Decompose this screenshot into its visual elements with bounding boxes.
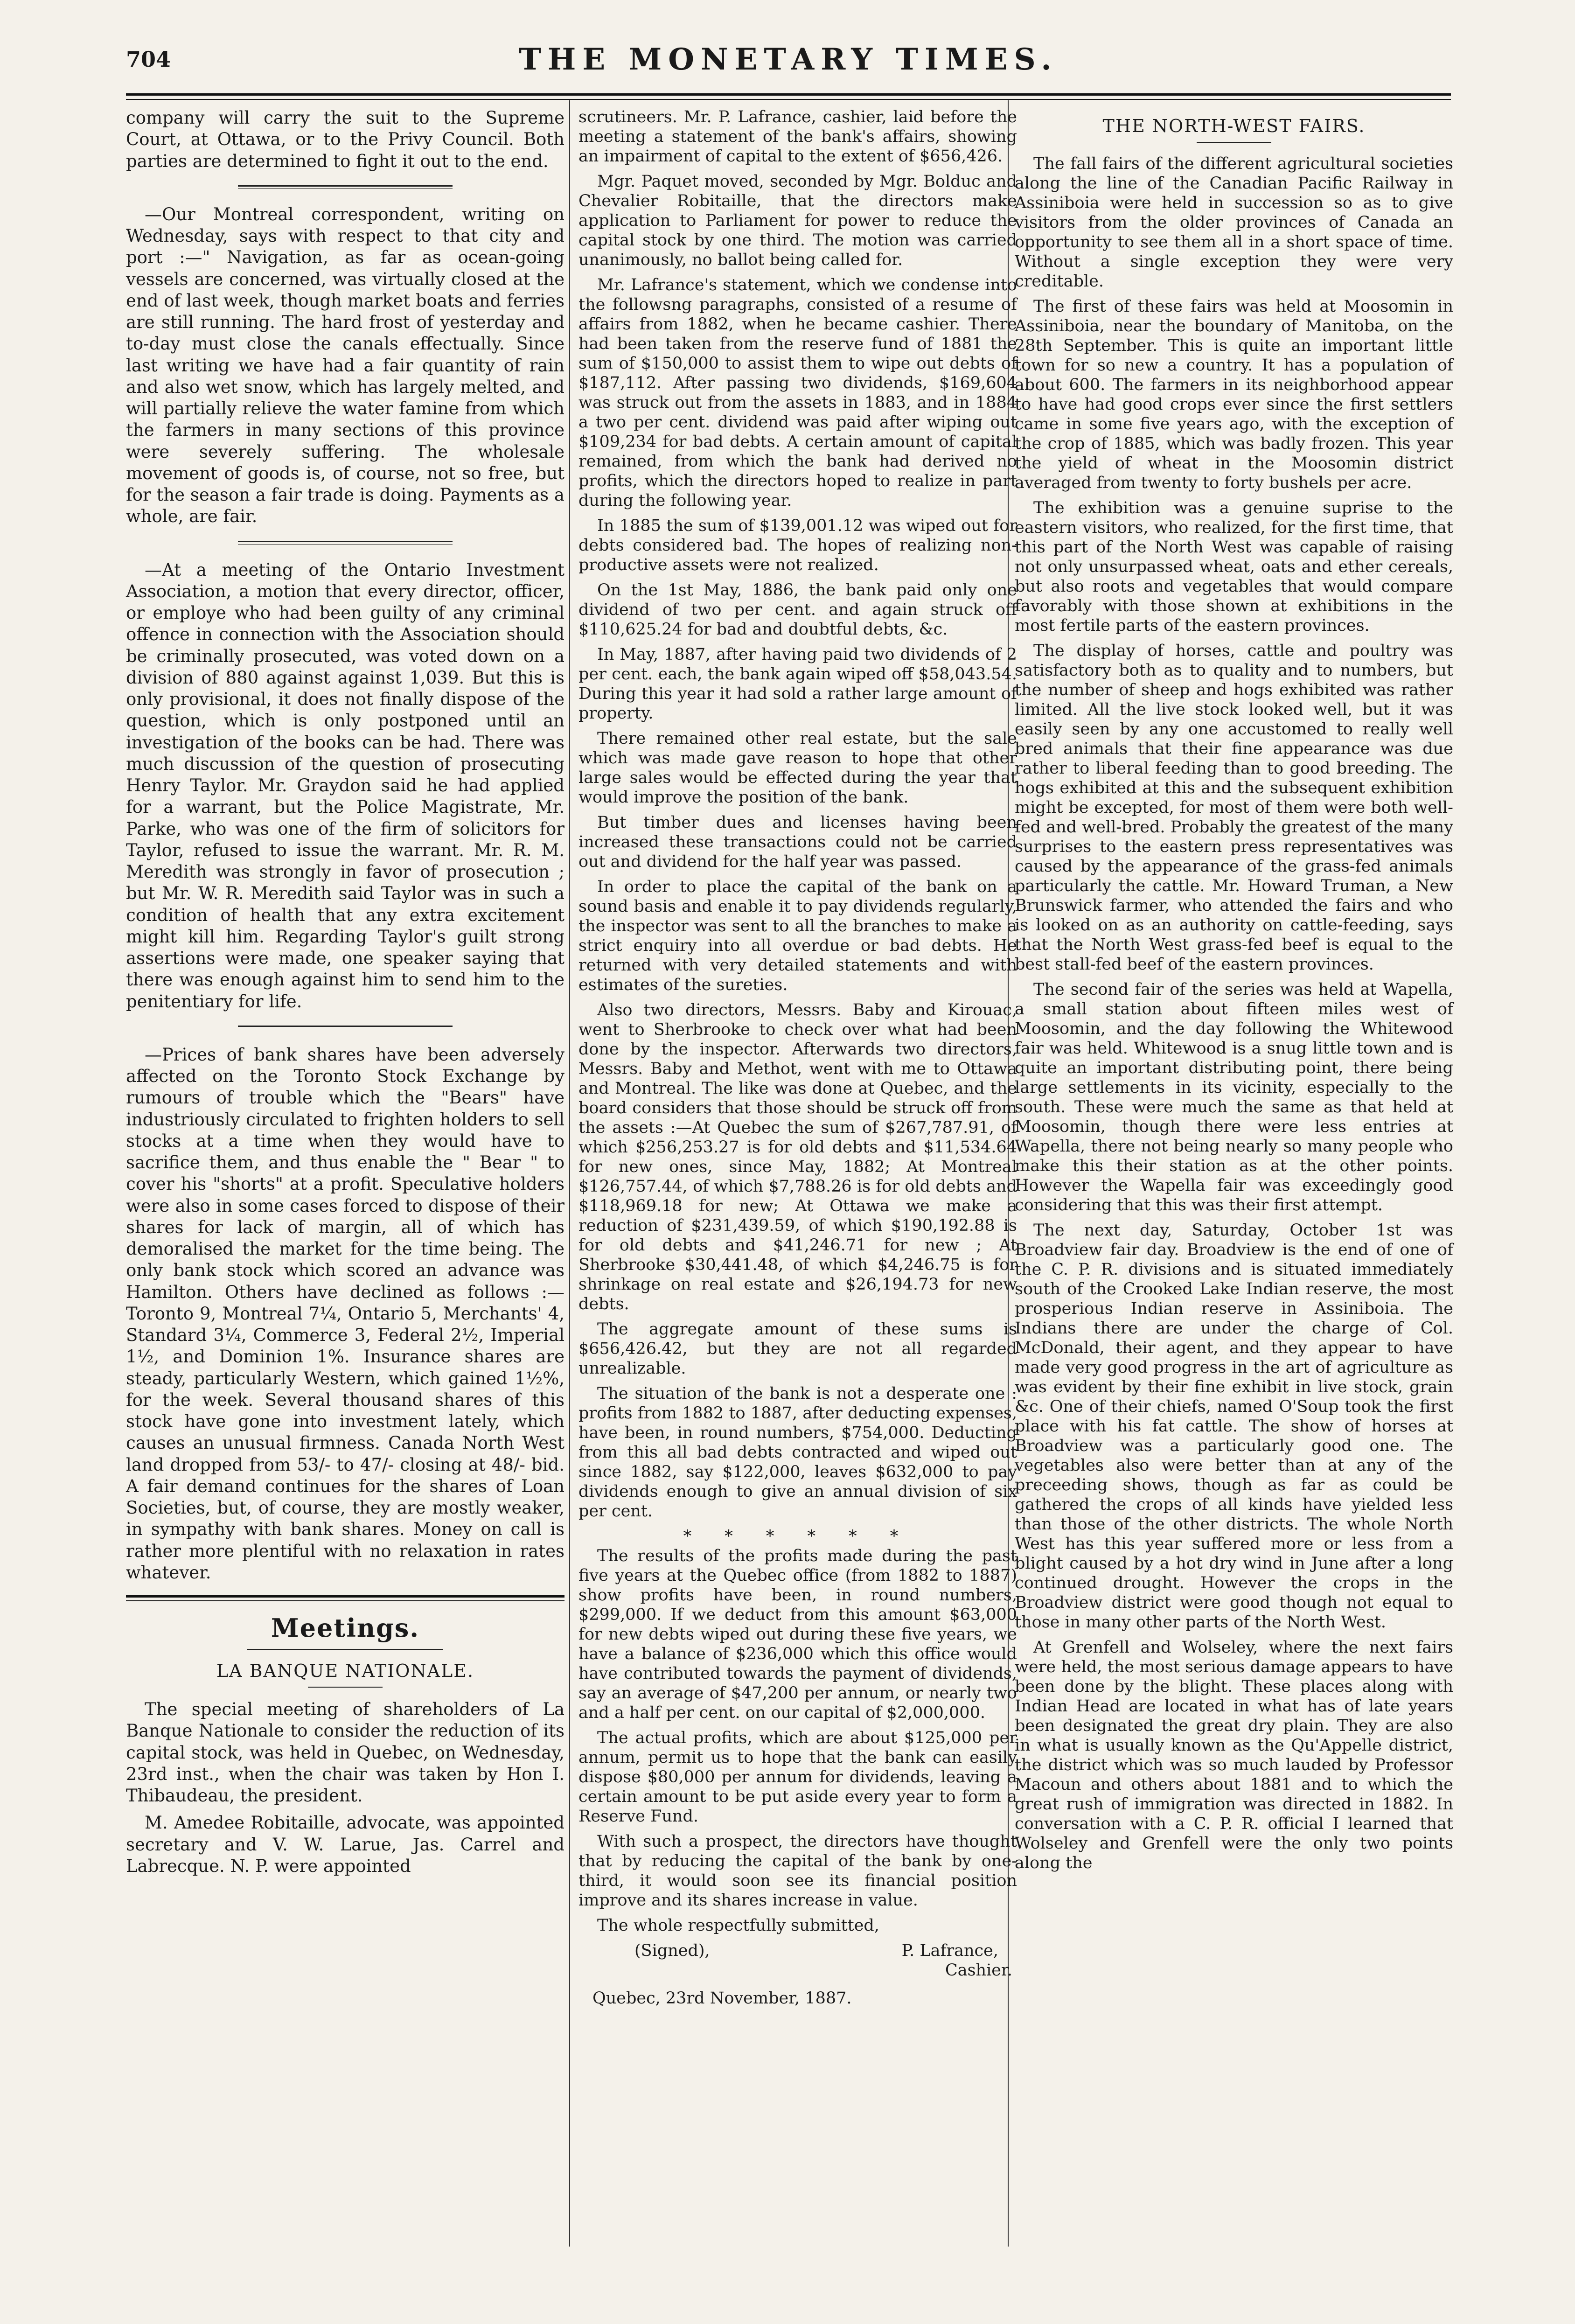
paragraph: Mgr. Paquet moved, seconded by Mgr. Bolduc and Chevalier Robitaille, that the directors make application to Parliament for power to reduce the capital stock by one third. The motion was carried unanimously, no ballot being called for. xyxy=(578,172,1017,269)
separator-rule xyxy=(238,185,453,189)
paragraph: Also two directors, Messrs. Baby and Kirouac, went to Sherbrooke to check over what had been done by the inspector. Afterwards two directors, Messrs. Baby and Methot, went with me to Ottawa and Montreal. The like was done at Quebec, and the board considers that those should be struck off from the assets :—At Quebec the sum of $267,787.91, of which $256,253.27 is for old debts and $11,534.64 for new ones, since May, 1882; At Montreal $126,757.44, of which $7,788.26 is for old debts and $118,969.18 for new; At Ottawa we make a reduction of $231,439.59, of which $190,192.88 is for old debts and $41,246.71 for new ; At Sherbrooke $30,441.48, of which $4,246.75 is for shrinkage on real estate and $26,194.73 for new debts. xyxy=(578,1001,1017,1313)
paragraph: —At a meeting of the Ontario Investment Association, a motion that every director, officer, or employe who had been guilty of any criminal offence in connection with the Association should be criminally prosecuted, was voted down on a division of 880 against against 1,039. But this is only provisional, it does not finally dispose of the question, which is only postponed until an investigation of the books can be had. There was much discussion of the question of prosecuting Henry Taylor. Mr. Graydon said he had applied for a warrant, but the Police Magistrate, Mr. Parke, who was one of the firm of solicitors for Taylor, refused to issue the warrant. Mr. R. M. Meredith was strongly in favor of prosecution ; but Mr. W. R. Meredith said Taylor was in such a condition of health that any extra excitement might kill him. Regarding Taylor's guilt strong assertions were made, one speaker saying that there was enough against him to send him to the penitentiary for life. xyxy=(126,559,564,1012)
article-heading: LA BANQUE NATIONALE. xyxy=(216,1660,474,1681)
paragraph: The situation of the bank is not a desperate one : profits from 1882 to 1887, after deducting expenses, have been, in round numbers, $754,000. Deducting from this all bad debts contracted and wiped out since 1882, say $122,000, leaves $632,000 to pay dividends enough to give an annual division of six per cent. xyxy=(578,1384,1017,1521)
separator-rule xyxy=(238,1026,453,1029)
paragraph: At Grenfell and Wolseley, where the next fairs were held, the most serious damage appears to have been done by the blight. These places along with Indian Head are located in what has of late years been designated the great dry plain. They are also in what is usually known as the Qu'Appelle district, the district which was so much lauded by Professor Macoun and others about 1881 and to which the great rush of immigration was directed in 1882. In conversation with a C. P. R. official I learned that Wolseley and Grenfell were the only two points along the xyxy=(1015,1638,1453,1872)
ellipsis-stars: * * * * * * xyxy=(683,1527,913,1546)
paragraph: The special meeting of shareholders of La Banque Nationale to consider the reduction of its capital stock, was held in Quebec, on Wednesday, 23rd inst., when the chair was taken by Hon I. Thibaudeau, the president. xyxy=(126,1699,564,1806)
paragraph: There remained other real estate, but the sale which was made gave reason to hope that other large sales would be effected during the year that would improve the position of the bank. xyxy=(578,729,1017,807)
signed-label: (Signed), xyxy=(634,1941,710,1960)
separator-rule xyxy=(238,541,453,544)
paragraph: The second fair of the series was held at Wapella, a small station about fifteen miles west of Moosomin, and the day following the Whitewood fair was held. Whitewood is a snug little town and is quite an important distributing point, there being large settlements in its vicinity, especially to the south. These were much the same as that held at Moosomin, though there were less entries at Wapella, there not being nearly so many people who make this their station as at the other points. However the Wapella fair was exceedingly good considering that this was their first attempt. xyxy=(1015,980,1453,1214)
column-divider xyxy=(569,100,570,2247)
section-rule xyxy=(126,1595,564,1601)
paragraph: In May, 1887, after having paid two dividends of 2 per cent. each, the bank again wiped off $58,043.54. During this year it had sold a rather large amount of property. xyxy=(578,645,1017,723)
header-rule xyxy=(126,93,1451,96)
paragraph: The exhibition was a genuine suprise to the eastern visitors, who realized, for the first time, that this part of the North West was capable of raising not only unsurpassed wheat, oats and ether cereals, but also roots and vegetables that would compare favorably with those shown at exhibitions in the most fertile parts of the eastern provinces. xyxy=(1015,498,1453,635)
signature-line xyxy=(578,1941,1017,1961)
dateline: Quebec, 23rd November, 1887. xyxy=(592,1989,852,2008)
paragraph: scrutineers. Mr. P. Lafrance, cashier, laid before the meeting a statement of the bank's affairs, showing an impairment of capital to the extent of $656,426. xyxy=(578,108,1017,166)
paragraph: The aggregate amount of these sums is $656,426.42, but they are not all regarded unrealizable. xyxy=(578,1320,1017,1378)
paragraph: The display of horses, cattle and poultry was satisfactory both as to quality and to numbers, but the number of sheep and hogs exhibited was rather limited. All the live stock looked well, but it was easily seen by any one accustomed to really well bred animals that their fine appearance was due rather to liberal feeding than to good breeding. The hogs exhibited at this and the subsequent exhibition might be excepted, for most of them were both well-fed and well-bred. Probably the greatest of the many surprises to the eastern press representatives was caused by the appearance of the grass-fed animals particularly the cattle. Mr. Howard Truman, a New Brunswick farmer, who attended the fairs and who is looked on as an authority on cattle-feeding, says that the North West grass-fed beef is equal to the best stall-fed beef of the eastern provinces. xyxy=(1015,641,1453,974)
page-number: 704 xyxy=(126,47,171,72)
paragraph: The first of these fairs was held at Moosomin in Assiniboia, near the boundary of Manitoba, on the 28th September. This is quite an important little town for so new a country. It has a population of about 600. The farmers in its neighborhood appear to have had good crops ever since the first settlers came in some five years ago, with the exception of the crop of 1885, which was badly frozen. This year the yield of wheat in the Moosomin district averaged from twenty to forty bushels per acre. xyxy=(1015,297,1453,492)
column-right xyxy=(1015,107,1453,1878)
header-rule-thin xyxy=(126,99,1451,100)
paragraph: company will carry the suit to the Supreme Court, at Ottawa, or to the Privy Council. Both parties are determined to fight it out to the end. xyxy=(126,108,564,171)
paragraph: In 1885 the sum of $139,001.12 was wiped out for debts considered bad. The hopes of realizing non-productive assets were not realized. xyxy=(578,516,1017,574)
paragraph: On the 1st May, 1886, the bank paid only one dividend of two per cent. and again struck off $110,625.24 for bad and doubtful debts, &c. xyxy=(578,581,1017,639)
article-heading: THE NORTH-WEST FAIRS. xyxy=(1102,116,1366,136)
paragraph: With such a prospect, the directors have thought that by reducing the capital of the bank by one-third, it would soon see its financial position improve and its shares increase in value. xyxy=(578,1832,1017,1910)
paragraph: —Our Montreal correspondent, writing on Wednesday, says with respect to that city and port :—" Navigation, as far as ocean-going vessels are concerned, was virtually closed at the end of last week, though market boats and ferries are still running. The hard frost of yesterday and to-day must close the canals effectually. Since last writing we have had a fair quantity of rain and also wet snow, which has largely melted, and will partially relieve the water famine from which the farmers in many sections of this province were severely suffering. The wholesale movement of goods is, of course, not so free, but for the season a fair trade is doing. Payments as a whole, are fair. xyxy=(126,204,564,527)
masthead-title: THE MONETARY TIMES. xyxy=(519,42,1058,77)
paragraph: —Prices of bank shares have been adversely affected on the Toronto Stock Exchange by rumours of trouble which the "Bears" have industriously circulated to frighten holders to sell stocks at a time when they would have to sacrifice them, and thus enable the " Bear " to cover his "shorts" at a profit. Speculative holders were also in some cases forced to dispose of their shares for lack of margin, all of which has demoralised the market for the time being. The only bank stock which scored an advance was Hamilton. Others have declined as follows :—Toronto 9, Montreal 7¼, Ontario 5, Merchants' 4, Standard 3¼, Commerce 3, Federal 2½, Imperial 1½, and Dominion 1%. Insurance shares are steady, particularly Western, which gained 1½%, for the week. Several thousand shares of this stock have gone into investment lately, which causes an unusual firmness. Canada North West land dropped from 53/- to 47/- closing at 48/- bid. A fair demand continues for the shares of Loan Societies, but, of course, they are mostly weaker, in sympathy with bank shares. Money on call is rather more plentiful with no relaxation in rates whatever. xyxy=(126,1044,564,1583)
paragraph: In order to place the capital of the bank on a sound basis and enable it to pay dividends regularly, the inspector was sent to all the branches to make a strict enquiry into all overdue or bad debts. He returned with very detailed statements and with estimates of the sureties. xyxy=(578,878,1017,994)
page-header xyxy=(126,42,1451,84)
paragraph: M. Amedee Robitaille, advocate, was appointed secretary and V. W. Larue, Jas. Carrel and Labrecque. N. P. were appointed xyxy=(126,1813,564,1876)
paragraph: The whole respectfully submitted, xyxy=(597,1916,879,1935)
paragraph: The results of the profits made during the past five years at the Quebec office (from 1882 to 1887) show profits have been, in round numbers, $299,000. If we deduct from this amount $63,000 for new debts wiped out during these five years, we have a balance of $236,000 which this office would have contributed towards the payment of dividends, say an average of $47,200 per annum, or nearly two and a half per cent. on our capital of $2,000,000. xyxy=(578,1547,1017,1722)
signer-name: P. Lafrance, xyxy=(901,1941,998,1960)
paragraph: But timber dues and licenses having been increased these transactions could not be carried out and dividend for the half year was passed. xyxy=(578,813,1017,871)
column-left xyxy=(126,107,564,1883)
paragraph: The fall fairs of the different agricultural societies along the line of the Canadian Pacific Railway in Assiniboia were held in succession so as to give visitors from the older provinces of Canada an opportunity to see them all in a short space of time. Without a single exception they were very creditable. xyxy=(1015,154,1453,291)
heading-rule xyxy=(308,1687,383,1688)
section-title: Meetings. xyxy=(271,1613,420,1643)
paragraph: The next day, Saturday, October 1st was Broadview fair day. Broadview is the end of one of the C. P. R. divisions and is situated immediately south of the Crooked Lake Indian reserve, the most prosperious Indian reserve in Assiniboia. The Indians there are under the charge of Col. McDonald, their agent, and they appear to have made very good progress in the art of agriculture as was evident by their fine exhibit in live stock, grain &c. One of their chiefs, named O'Soup took the first place with his fat cattle. The show of horses at Broadview was a particularly good one. The vegetables also were better than at any of the preceeding shows, though as far as could be gathered the crops of all kinds have yielded less than those of the other districts. The whole North West has this year suffered more or less from a blight caused by a hot dry wind in June after a long continued drought. However the crops in the Broadview district were good though not equal to those in many other parts of the North West. xyxy=(1015,1221,1453,1632)
column-middle xyxy=(578,107,1017,2008)
heading-rule xyxy=(1197,142,1271,143)
signer-role: Cashier. xyxy=(945,1961,1012,1980)
section-underline xyxy=(247,1649,443,1650)
paragraph: The actual profits, which are about $125,000 per annum, permit us to hope that the bank can easily dispose $80,000 per annum for dividends, leaving a certain amount to be put aside every year to form a Reserve Fund. xyxy=(578,1729,1017,1826)
paragraph: Mr. Lafrance's statement, which we condense into the followsng paragraphs, consisted of a resume of affairs from 1882, when he became cashier. There had been taken from the reserve fund of 1881 the sum of $150,000 to assist them to wipe out debts of $187,112. After passing two dividends, $169,604 was struck out from the assets in 1883, and in 1884 a two per cent. dividend was paid after wiping out $109,234 for bad debts. A certain amount of capital remained, from which the bank had derived no profits, which the directors hoped to realize in part during the following year. xyxy=(578,276,1017,510)
